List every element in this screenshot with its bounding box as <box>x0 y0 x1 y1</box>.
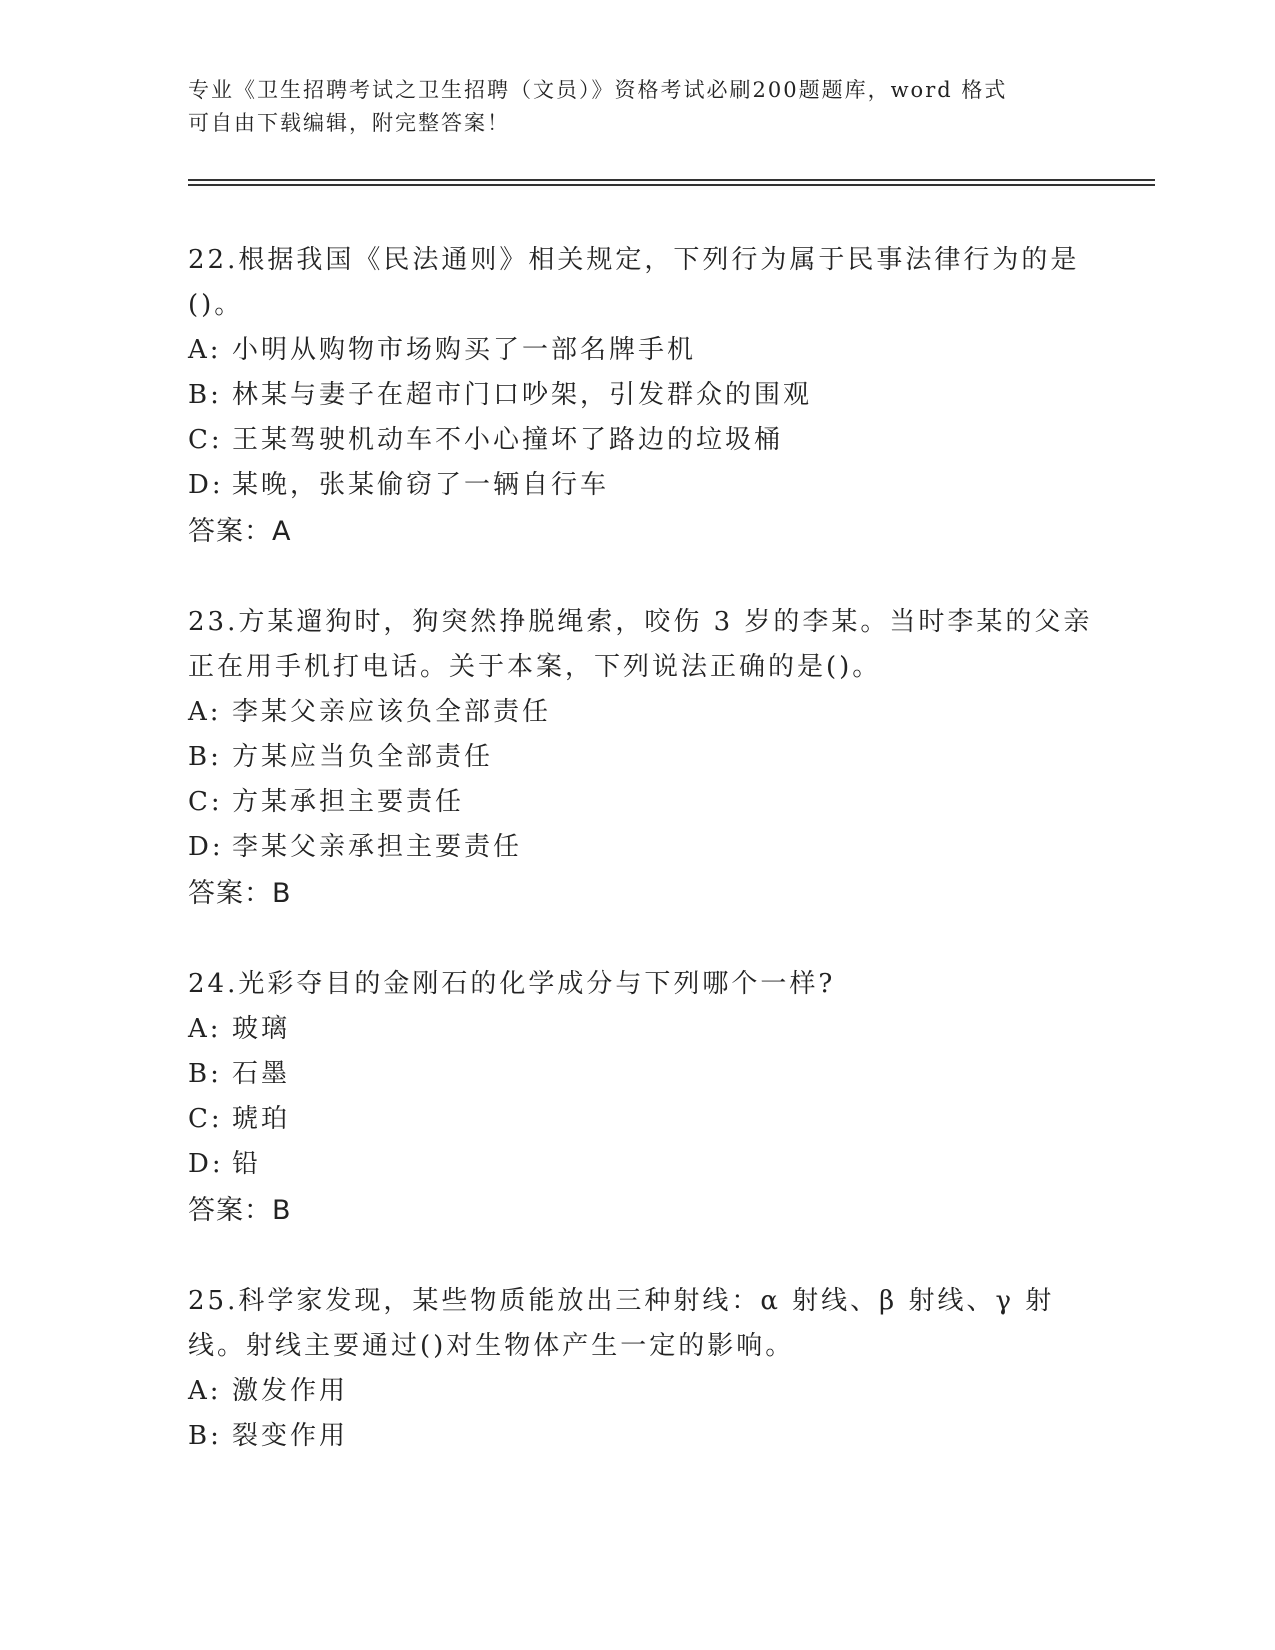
option-text: 石墨 <box>232 1059 291 1089</box>
option-text: 玻璃 <box>232 1014 291 1044</box>
header-line-2: 可自由下载编辑，附完整答案！ <box>188 111 510 135</box>
question-line: 25.科学家发现，某些物质能放出三种射线：α 射线、β 射线、γ 射 <box>188 1286 1055 1316</box>
option-b <box>188 1414 1088 1459</box>
question-line: 22.根据我国《民法通则》相关规定，下列行为属于民事法律行为的是 <box>188 245 1080 275</box>
question-line: 正在用手机打电话。关于本案，下列说法正确的是()。 <box>188 652 882 682</box>
option-d <box>188 825 1088 870</box>
option-c <box>188 1097 1088 1142</box>
option-b <box>188 1052 1088 1097</box>
header-divider-top <box>188 179 1155 181</box>
option-letter: B: <box>188 1421 222 1451</box>
option-letter: A: <box>188 1376 222 1406</box>
question-text <box>188 962 1088 1007</box>
option-a <box>188 1369 1088 1414</box>
option-b <box>188 373 1088 418</box>
option-text: 方某应当负全部责任 <box>232 742 494 772</box>
option-letter: C: <box>188 1104 223 1134</box>
answer-line: 答案：A <box>188 516 292 547</box>
question-text <box>188 238 1088 328</box>
option-text: 林某与妻子在超市门口吵架，引发群众的围观 <box>232 380 813 410</box>
option-letter: B: <box>188 380 222 410</box>
option-c <box>188 418 1088 463</box>
option-text: 琥珀 <box>232 1104 291 1134</box>
option-letter: A: <box>188 1014 222 1044</box>
option-d <box>188 463 1088 508</box>
option-text: 某晚，张某偷窃了一辆自行车 <box>232 470 610 500</box>
option-text: 裂变作用 <box>232 1421 349 1451</box>
option-text: 铅 <box>232 1149 262 1179</box>
option-text: 王某驾驶机动车不小心撞坏了路边的垃圾桶 <box>232 425 784 455</box>
header-line-1: 专业《卫生招聘考试之卫生招聘（文员）》资格考试必刷200题题库，word 格式 <box>188 78 1008 102</box>
option-text: 李某父亲承担主要责任 <box>232 832 523 862</box>
option-letter: D: <box>188 1149 224 1179</box>
question-text <box>188 1279 1088 1369</box>
option-a <box>188 1007 1088 1052</box>
option-text: 小明从购物市场购买了一部名牌手机 <box>232 335 697 365</box>
question-22 <box>188 238 1088 556</box>
question-line: 线。射线主要通过()对生物体产生一定的影响。 <box>188 1331 795 1361</box>
document-header <box>188 74 1088 140</box>
option-letter: B: <box>188 742 222 772</box>
option-letter: C: <box>188 787 223 817</box>
option-letter: D: <box>188 832 224 862</box>
option-letter: C: <box>188 425 223 455</box>
question-line: ()。 <box>188 290 244 320</box>
option-text: 方某承担主要责任 <box>232 787 465 817</box>
option-letter: B: <box>188 1059 222 1089</box>
option-b <box>188 735 1088 780</box>
option-text: 激发作用 <box>232 1376 349 1406</box>
answer-line: 答案：B <box>188 878 292 909</box>
option-a <box>188 328 1088 373</box>
question-25 <box>188 1279 1088 1459</box>
question-text <box>188 600 1093 690</box>
question-24 <box>188 962 1088 1235</box>
question-list <box>188 238 1093 1503</box>
option-c <box>188 780 1088 825</box>
option-letter: D: <box>188 470 224 500</box>
option-letter: A: <box>188 697 222 727</box>
option-letter: A: <box>188 335 222 365</box>
answer-line: 答案：B <box>188 1195 292 1226</box>
option-text: 李某父亲应该负全部责任 <box>232 697 552 727</box>
question-line: 23.方某遛狗时，狗突然挣脱绳索，咬伤 3 岁的李某。当时李某的父亲 <box>188 607 1093 637</box>
question-23 <box>188 600 1093 918</box>
question-line: 24.光彩夺目的金刚石的化学成分与下列哪个一样? <box>188 969 836 999</box>
option-d <box>188 1142 1088 1187</box>
option-a <box>188 690 1088 735</box>
header-divider-bottom <box>188 184 1155 186</box>
